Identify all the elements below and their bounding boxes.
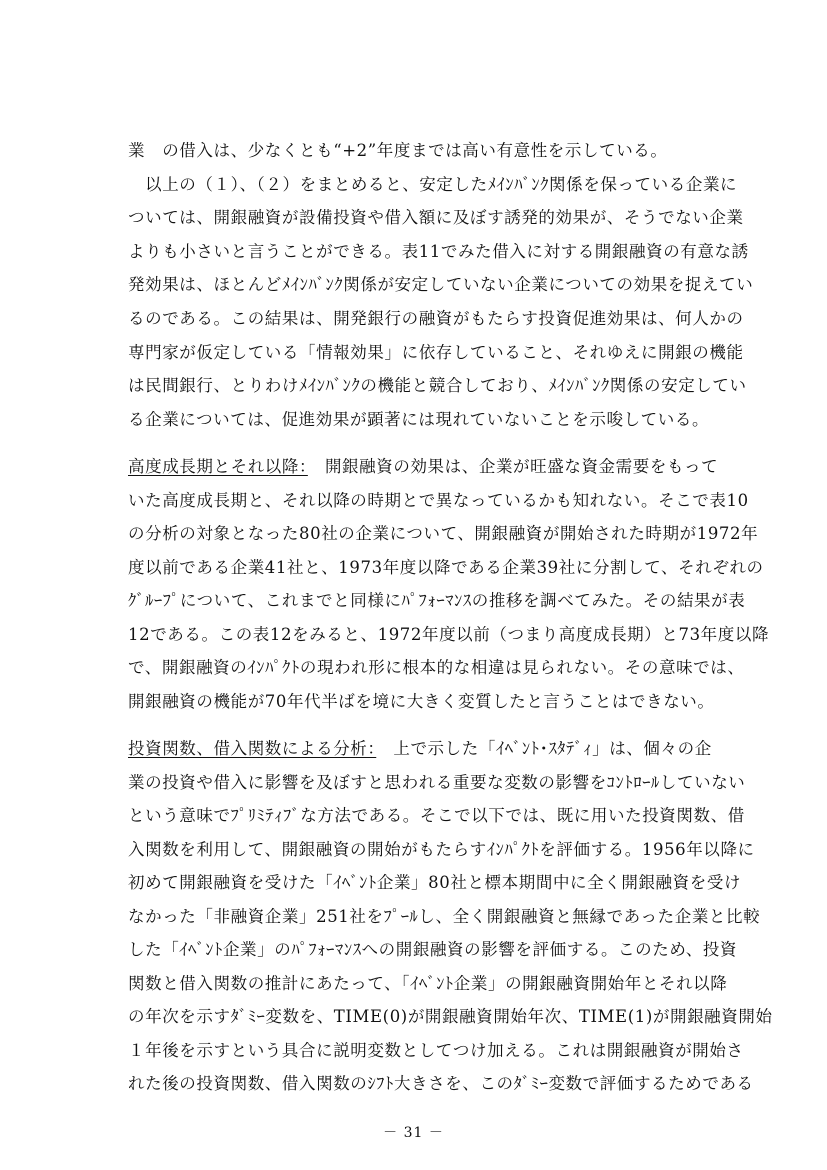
section-heading-line [128,456,728,478]
text-line: る企業については、促進効果が顕著には現れていないことを示唆している。 [128,410,710,429]
text-line: ついては、開銀融資が設備投資や借入額に及ぼす誘発的効果が、そうでない企業 [128,208,744,227]
text-line: 関数と借入関数の推計にあたって、「ｲﾍﾞﾝﾄ企業」の開銀融資開始年とそれ以降 [128,974,728,993]
text-line: 発効果は、ほとんどﾒｲﾝﾊﾞﾝｸ関係が安定していない企業についての効果を捉えてい [128,275,754,294]
text-line: の分析の対象となった80社の企業について、開銀融資が開始された時期が1972年 [128,524,759,543]
text-line: なかった「非融資企業」251社をﾌﾟｰﾙし、全く開銀融資と無縁であった企業と比較 [128,907,761,926]
text-line: 初めて開銀融資を受けた「ｲﾍﾞﾝﾄ企業」80社と標本期間中に全く開銀融資を受け [128,873,742,892]
text-span: 上で示した「ｲﾍﾞﾝﾄ･ｽﾀﾃﾞｨ」は、個々の企 [376,739,712,758]
text-line: 業 の借入は、少なくとも“+2”年度までは高い有意性を示している。 [128,141,668,160]
text-line: で、開銀融資のｲﾝﾊﾟｸﾄの現われ形に根本的な相違は見られない。その意味では、 [128,658,745,677]
text-line: 入関数を利用して、開銀融資の開始がもたらすｲﾝﾊﾟｸﾄを評価する。1956年以降に [128,840,755,859]
text-span: 開銀融資の効果は、企業が旺盛な資金需要をもって [307,457,719,476]
text-line: 専門家が仮定している「情報効果」に依存していること、それゆえに開銀の機能 [128,343,744,362]
page-number: － 31 － [383,1125,444,1141]
text-line: した「ｲﾍﾞﾝﾄ企業」のﾊﾟﾌｫｰﾏﾝｽへの開銀融資の影響を評価する。このため、投資 [128,940,738,959]
text-line: いた高度成長期と、それ以降の時期とで異なっているかも知れない。そこで表10 [128,491,749,510]
text-line: 開銀融資の機能が70年代半ばを境に大きく変質したと言うことはできない。 [128,692,715,711]
text-line: ｸﾞﾙｰﾌﾟについて、これまでと同様にﾊﾟﾌｫｰﾏﾝｽの推移を調べてみた。その結果が表 [128,591,746,610]
text-line: の年次を示すﾀﾞﾐｰ変数を、TIME(0)が開銀融資開始年次、TIME(1)が開銀融資開始 [128,1007,773,1026]
section-heading-line [128,738,728,760]
text-line: は民間銀行、とりわけﾒｲﾝﾊﾞﾝｸの機能と競合しており、ﾒｲﾝﾊﾞﾝｸ関係の安定してい [128,376,747,395]
text-line: １年後を示すという具合に説明変数としてつけ加える。これは開銀融資が開始さ [128,1041,744,1060]
text-line: 業の投資や借入に影響を及ぼすと思われる重要な変数の影響をｺﾝﾄﾛｰﾙしていない [128,773,746,792]
text-line: という意味でﾌﾟﾘﾐﾃｨﾌﾞな方法である。そこで以下では、既に用いた投資関数、借 [128,806,745,825]
text-line: 度以前である企業41社と、1973年度以降である企業39社に分割して、それぞれの [128,558,764,577]
text-line: れた後の投資関数、借入関数のｼﾌﾄ大きさを、このﾀﾞﾐｰ変数で評価するためである [128,1074,754,1093]
text-line: 以上の（１）、（２）をまとめると、安定したﾒｲﾝﾊﾞﾝｸ関係を保っている企業に [128,175,738,194]
text-line: るのである。この結果は、開発銀行の融資がもたらす投資促進効果は、何人かの [128,309,744,328]
section-heading: 投資関数、借入関数による分析： [128,739,377,758]
text-line: 12である。この表12をみると、1972年度以前（つまり高度成長期）と73年度以降 [128,625,770,644]
text-line: よりも小さいと言うことができる。表11でみた借入に対する開銀融資の有意な誘 [128,242,749,261]
section-heading: 高度成長期とそれ以降： [128,457,308,476]
